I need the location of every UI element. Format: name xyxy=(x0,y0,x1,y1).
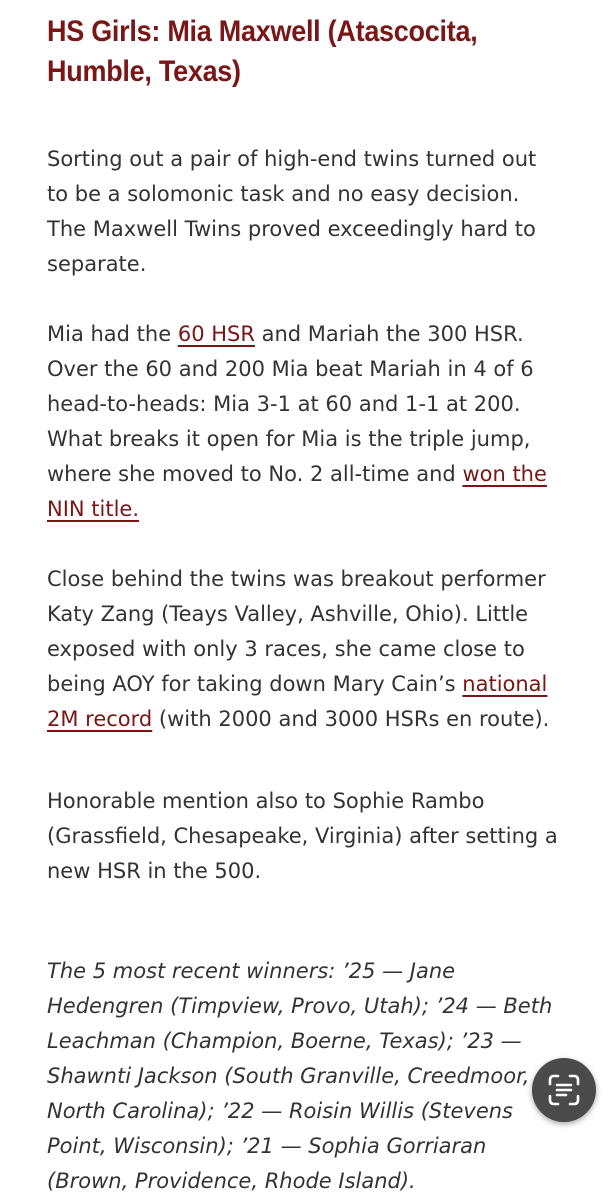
link-60-hsr[interactable]: 60 HSR xyxy=(177,322,255,346)
paragraph-katy-zang xyxy=(47,562,572,737)
link-national-2m-record[interactable]: national 2M record xyxy=(47,672,548,731)
paragraph-recent-winners: The 5 most recent winners: ’25 — Jane Hedengren (Timpview, Provo, Utah); ’24 — Beth Leachman (Champion, Boerne, Texas); ’23 — Shawnti Jackson (South Granville, Creedmoor, North Carolina); ’22 — Roisin Willis (Stevens Point, Wisconsin); ’21 — Sophia Gorriaran (Brown, Providence, Rhode Island). xyxy=(47,959,553,1193)
paragraph-text: and Mariah the 300 HSR. Over the 60 and 200 Mia beat Mariah in 4 of 6 head-to-heads: Mia 3-1 at 60 and 1-1 at 200. What breaks it open for Mia is the triple jump, where she moved to No. 2 all-time and xyxy=(47,322,534,486)
link-nin-title[interactable]: won the NIN title. xyxy=(47,462,547,521)
text-scan-button[interactable] xyxy=(532,1058,596,1122)
paragraph-text: Mia had the xyxy=(47,322,178,346)
paragraph-text: (with 2000 and 3000 HSRs en route). xyxy=(152,707,550,731)
paragraph-text: Close behind the twins was breakout performer Katy Zang (Teays Valley, Ashville, Ohio). Little exposed with only 3 races, she came close to being AOY for taking down Mary Cain’s xyxy=(47,567,546,696)
article-heading: HS Girls: Mia Maxwell (Atascocita, Humble, Texas) xyxy=(47,15,478,88)
paragraph-intro: Sorting out a pair of high-end twins turned out to be a solomonic task and no easy decision. The Maxwell Twins proved exceedingly hard to separate. xyxy=(47,147,537,276)
paragraph-mia xyxy=(47,317,547,527)
text-scan-icon xyxy=(547,1073,581,1107)
article xyxy=(47,12,592,1193)
paragraph-honorable-mention: Honorable mention also to Sophie Rambo (Grassfield, Chesapeake, Virginia) after setting a new HSR in the 500. xyxy=(47,789,558,883)
